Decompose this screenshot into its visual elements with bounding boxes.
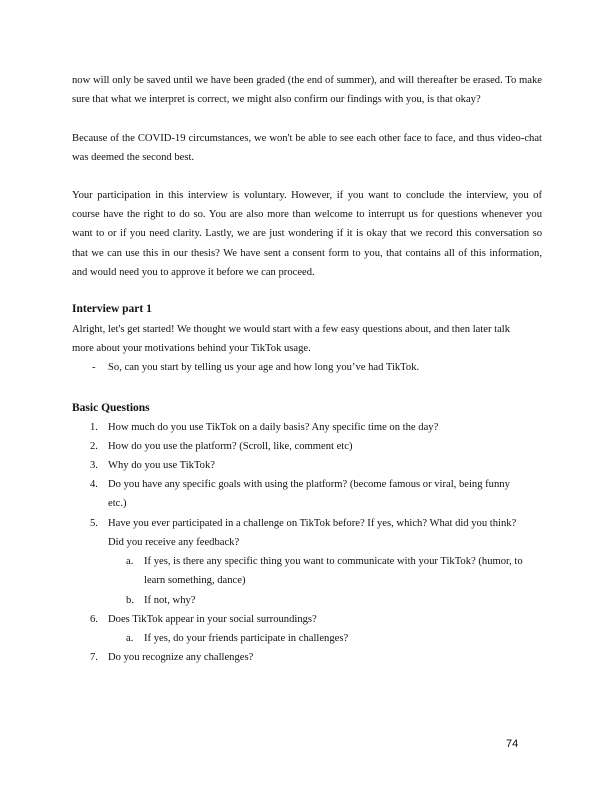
list-item: Does TikTok appear in your social surroundings? [108,614,317,625]
paragraph-data-retention: now will only be saved until we have been graded (the end of summer), and will thereafter be erased. To make sure that what we interpret is correct, we might also confirm our findings with you, is that okay? [72,75,542,106]
list-marker: 1. [90,422,98,433]
list-item-continuation: etc.) [108,498,127,509]
list-marker: 6. [90,614,98,625]
list-marker: 3. [90,460,98,471]
section-heading-interview-part-1: Interview part 1 [72,303,152,315]
paragraph-participation: Your participation in this interview is voluntary. However, if you want to conclude the interview, you of course have the right to do so. You are also more than welcome to interrupt us for questions whenever you want to or if you need clarity. Lastly, we are just wondering if it is okay that we record this conversation so that we can use this in our thesis? We have sent a consent form to you, that contains all of this information, and would need you to approve it before we can proceed. [72,190,542,278]
list-item: How do you use the platform? (Scroll, like, comment etc) [108,441,353,452]
sublist-item: If yes, is there any specific thing you want to communicate with your TikTok? (humor, to [144,556,523,567]
paragraph-covid: Because of the COVID-19 circumstances, we won't be able to see each other face to face, and thus video-chat was deemed the second best. [72,133,542,164]
sublist-item: If not, why? [144,595,196,606]
bullet-age-question: So, can you start by telling us your age and how long you’ve had TikTok. [108,362,420,373]
sublist-marker: a. [126,556,134,567]
sublist-marker: a. [126,633,134,644]
list-item-continuation: Did you receive any feedback? [108,537,240,548]
section-heading-basic-questions: Basic Questions [72,402,150,414]
page-number: 74 [506,738,519,750]
list-item: Do you have any specific goals with using the platform? (become famous or viral, being funny [108,479,510,490]
list-item: Have you ever participated in a challenge on TikTok before? If yes, which? What did you think? [108,518,517,529]
list-marker: 5. [90,518,98,529]
sublist-item: If yes, do your friends participate in challenges? [144,633,349,644]
list-marker: 7. [90,652,98,663]
sublist-marker: b. [126,595,134,606]
list-item: Why do you use TikTok? [108,460,215,471]
list-item: How much do you use TikTok on a daily basis? Any specific time on the day? [108,422,439,433]
paragraph-intro: Alright, let's get started! We thought we would start with a few easy questions about, and then later talk more about your motivations behind your TikTok usage. [72,324,511,355]
list-item: Do you recognize any challenges? [108,652,254,663]
list-marker: 2. [90,441,98,452]
sublist-item-continuation: learn something, dance) [144,575,246,586]
list-marker: 4. [90,479,98,490]
bullet-marker: - [92,362,96,373]
